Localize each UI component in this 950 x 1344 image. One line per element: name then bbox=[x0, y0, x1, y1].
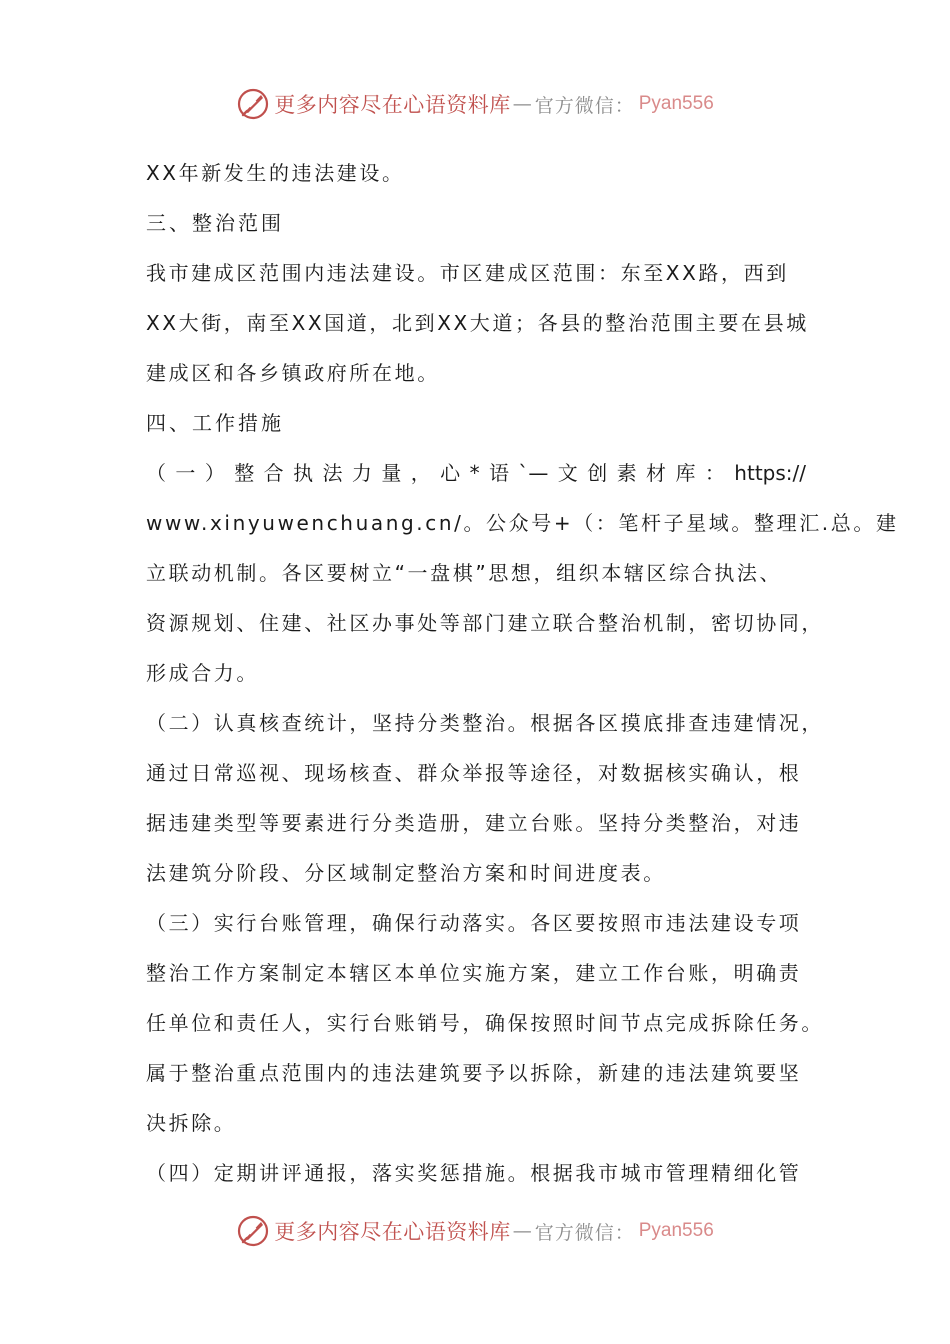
section-heading-measures: 四、工作措施 bbox=[146, 411, 284, 435]
text-line: 我市建成区范围内违法建设。市区建成区范围：东至XX路，西到 bbox=[146, 261, 789, 285]
text-line: XX大街，南至XX国道，北到XX大道；各县的整治范围主要在县城 bbox=[146, 311, 809, 335]
banner-wechat-label: 官方微信： bbox=[534, 94, 635, 117]
header-watermark-banner bbox=[0, 82, 950, 126]
text-line: 资源规划、住建、社区办事处等部门建立联合整治机制，密切协同， bbox=[146, 611, 824, 635]
text-line: 通过日常巡视、现场核查、群众举报等途径，对数据核实确认，根 bbox=[146, 761, 802, 785]
banner-title: 更多内容尽在心语资料库 bbox=[274, 1220, 511, 1244]
text-line: 任单位和责任人，实行台账销号，确保按照时间节点完成拆除任务。 bbox=[146, 1011, 824, 1035]
text-line: （二）认真核查统计，坚持分类整治。根据各区摸底排查违建情况， bbox=[146, 711, 824, 735]
text-line: www.xinyuwenchuang.cn/。公众号+（：笔杆子星域。整理汇.总。建 bbox=[146, 511, 899, 535]
banner-wechat-id: Pyan556 bbox=[638, 93, 714, 114]
document-body bbox=[146, 148, 899, 1198]
text-line: 属于整治重点范围内的违法建筑要予以拆除，新建的违法建筑要坚 bbox=[146, 1061, 802, 1085]
banner-separator: — bbox=[512, 93, 533, 115]
text-line: 据违建类型等要素进行分类造册，建立台账。坚持分类整治，对违 bbox=[146, 811, 802, 835]
text-line: 形成合力。 bbox=[146, 661, 259, 685]
section-heading-scope: 三、整治范围 bbox=[146, 211, 284, 235]
banner-wechat-id: Pyan556 bbox=[638, 1220, 714, 1241]
banner-title: 更多内容尽在心语资料库 bbox=[274, 93, 511, 117]
text-line: （三）实行台账管理，确保行动落实。各区要按照市违法建设专项 bbox=[146, 911, 802, 935]
quill-pen-logo-icon bbox=[236, 1214, 270, 1248]
footer-watermark-banner bbox=[0, 1209, 950, 1253]
text-line: 法建筑分阶段、分区域制定整治方案和时间进度表。 bbox=[146, 861, 666, 885]
quill-pen-logo-icon bbox=[236, 87, 270, 121]
text-line: （一）整合执法力量，心*语`—文创素材库：https:// bbox=[146, 461, 806, 485]
text-line: 决拆除。 bbox=[146, 1111, 237, 1135]
text-line: XX年新发生的违法建设。 bbox=[146, 161, 405, 185]
text-line: 建成区和各乡镇政府所在地。 bbox=[146, 361, 440, 385]
text-line: （四）定期讲评通报，落实奖惩措施。根据我市城市管理精细化管 bbox=[146, 1161, 802, 1185]
text-line: 整治工作方案制定本辖区本单位实施方案，建立工作台账，明确责 bbox=[146, 961, 802, 985]
banner-wechat-label: 官方微信： bbox=[534, 1221, 635, 1244]
banner-separator: — bbox=[512, 1220, 533, 1242]
text-line: 立联动机制。各区要树立“一盘棋”思想，组织本辖区综合执法、 bbox=[146, 561, 783, 585]
